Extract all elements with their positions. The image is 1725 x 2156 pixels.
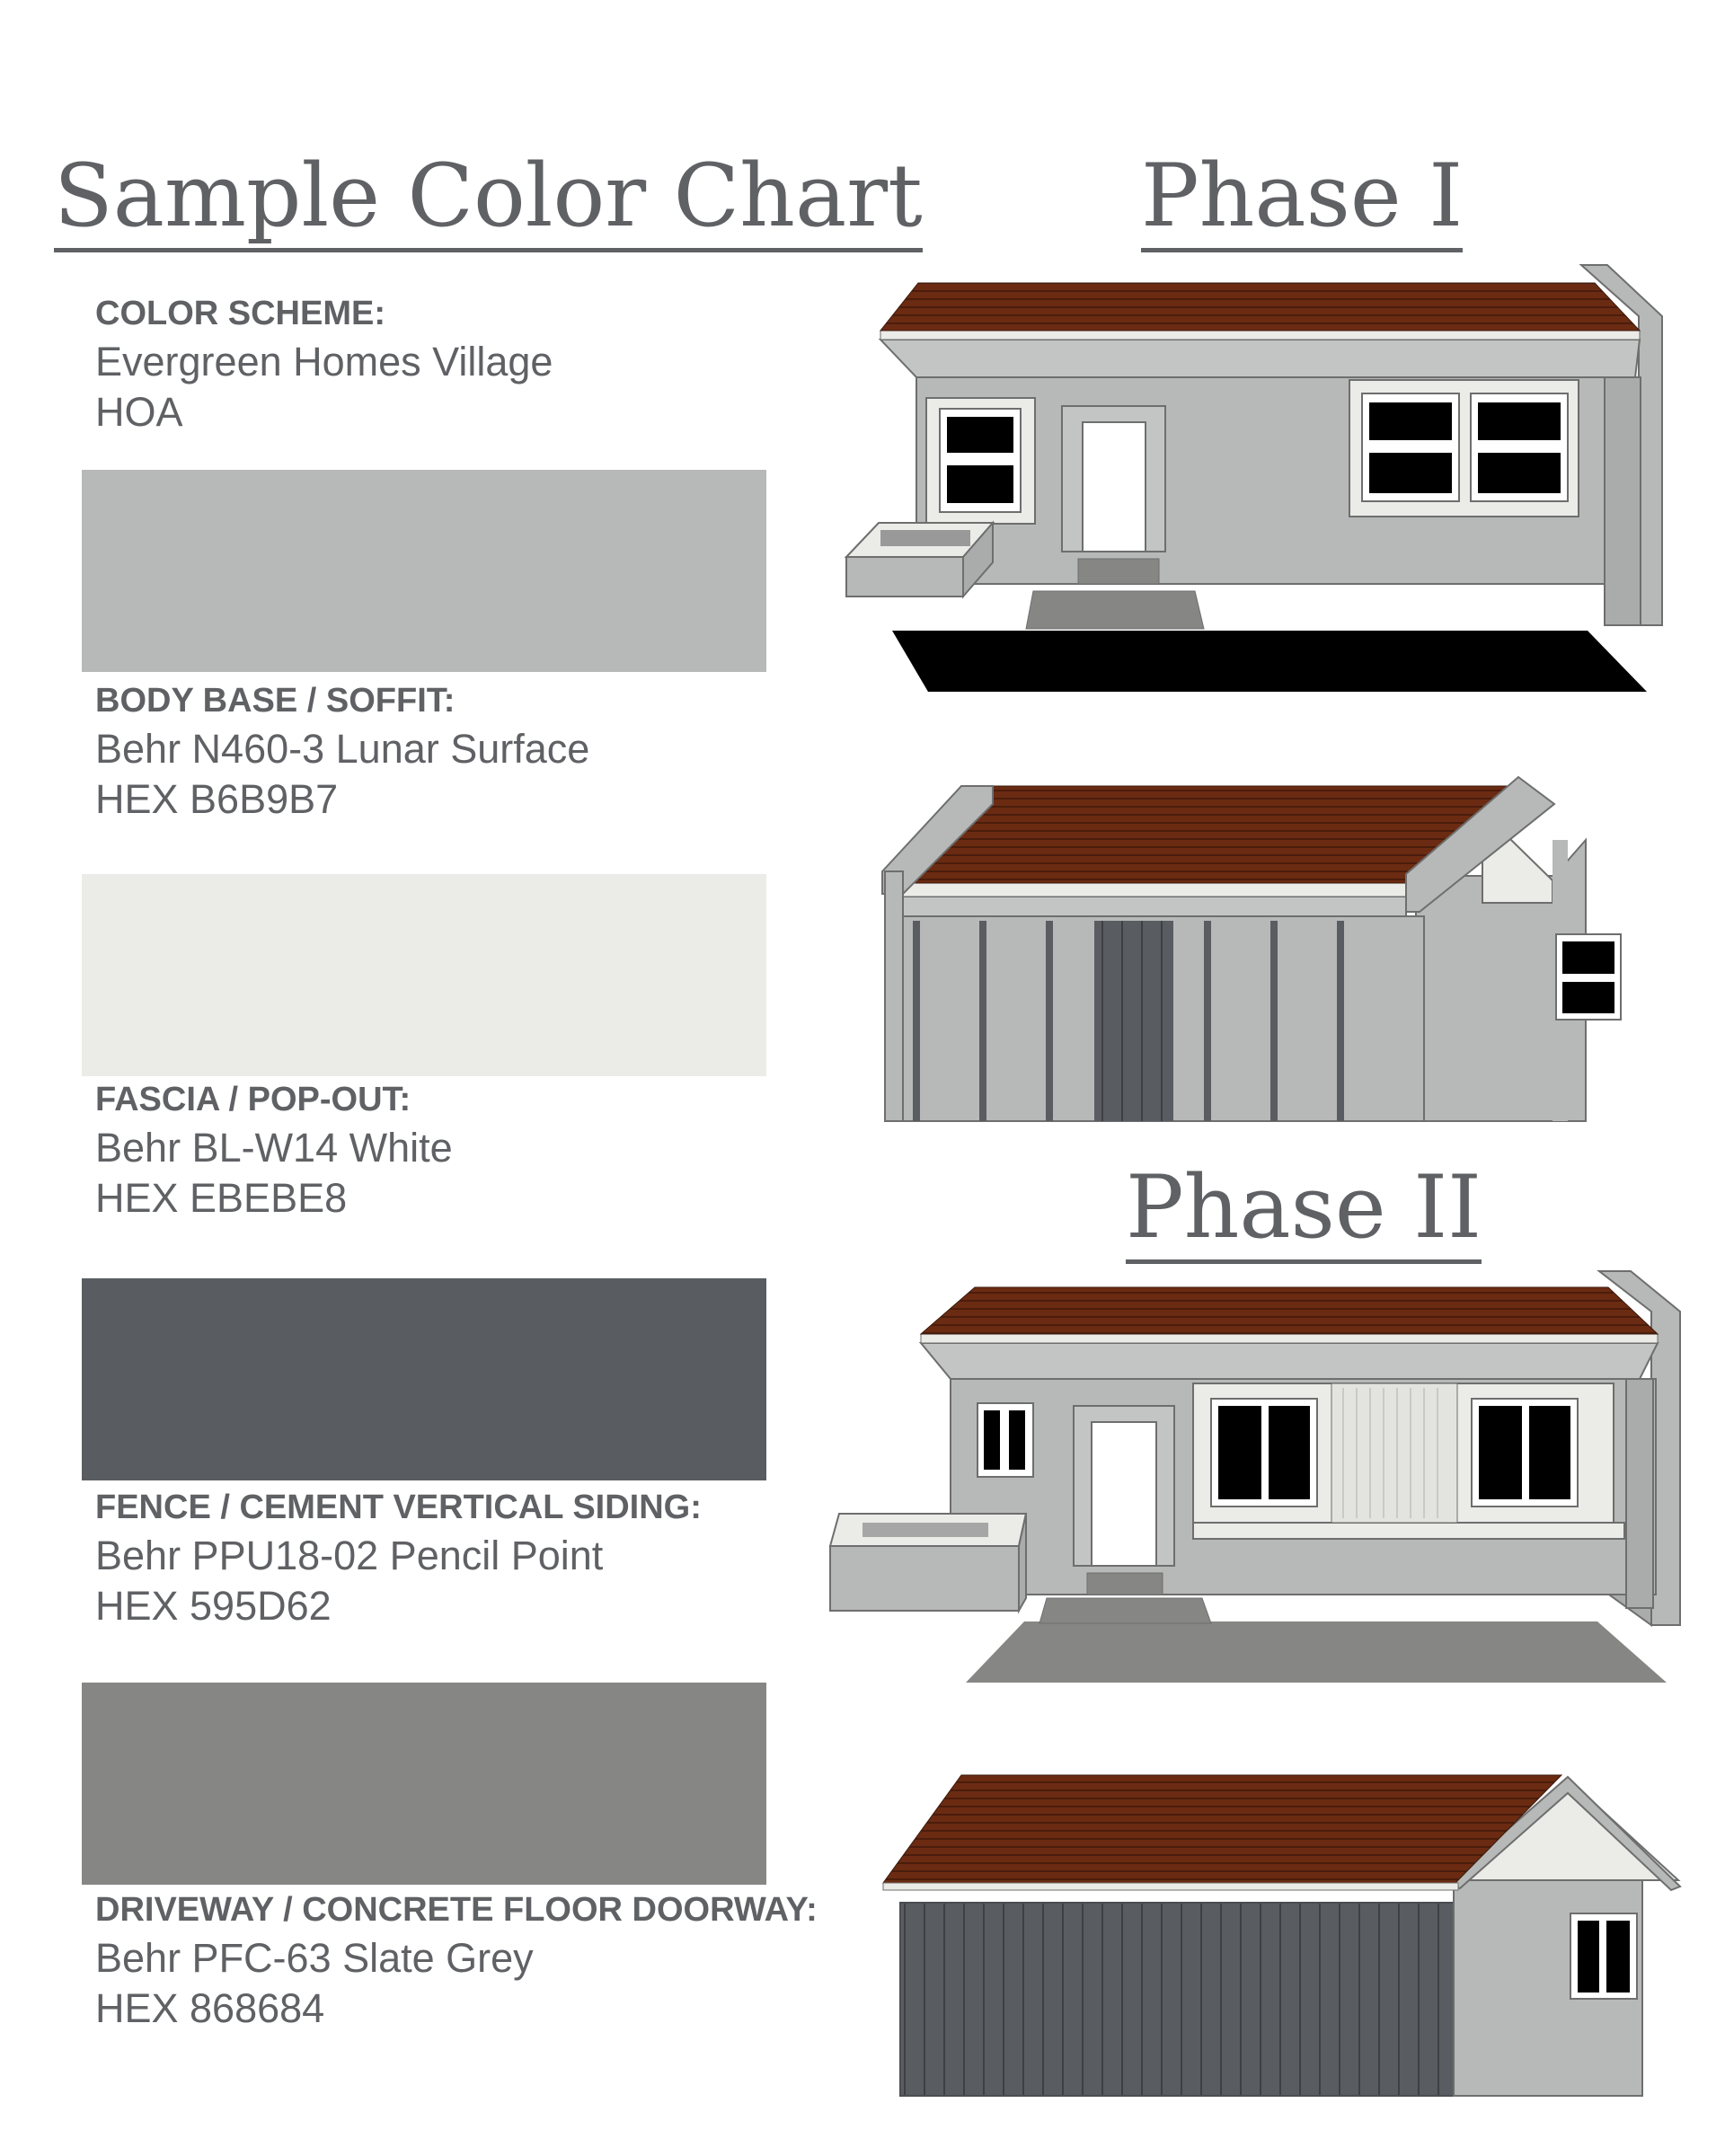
swatch-fence	[82, 1278, 766, 1480]
phase-1-title: Phase I	[1141, 153, 1463, 252]
driveway-name: Behr PFC-63 Slate Grey	[95, 1935, 534, 1981]
color-scheme-org: HOA	[95, 389, 183, 435]
phase-1-house-side-illustration	[827, 768, 1689, 1127]
fence-hex: HEX 595D62	[95, 1583, 332, 1629]
body-base-label: BODY BASE / SOFFIT:	[95, 682, 456, 720]
driveway-label: DRIVEWAY / CONCRETE FLOOR DOORWAY:	[95, 1891, 818, 1929]
swatch-driveway	[82, 1683, 766, 1885]
swatch-body-base	[82, 470, 766, 672]
phase-1-house-front-illustration	[827, 261, 1689, 701]
driveway-hex: HEX 868684	[95, 1985, 325, 2031]
fascia-label: FASCIA / POP-OUT:	[95, 1081, 411, 1118]
fence-label: FENCE / CEMENT VERTICAL SIDING:	[95, 1489, 702, 1526]
body-base-hex: HEX B6B9B7	[95, 776, 339, 822]
phase-2-title: Phase II	[1126, 1164, 1482, 1264]
swatch-fascia	[82, 874, 766, 1076]
body-base-name: Behr N460-3 Lunar Surface	[95, 726, 590, 772]
phase-2-garage-illustration	[827, 1768, 1689, 2100]
color-scheme-label: COLOR SCHEME:	[95, 295, 385, 332]
fence-name: Behr PPU18-02 Pencil Point	[95, 1533, 604, 1578]
phase-2-house-front-illustration	[827, 1262, 1689, 1693]
color-scheme-name: Evergreen Homes Village	[95, 339, 553, 384]
chart-title: Sample Color Chart	[54, 153, 923, 252]
fascia-hex: HEX EBEBE8	[95, 1175, 348, 1221]
fascia-name: Behr BL-W14 White	[95, 1125, 453, 1171]
